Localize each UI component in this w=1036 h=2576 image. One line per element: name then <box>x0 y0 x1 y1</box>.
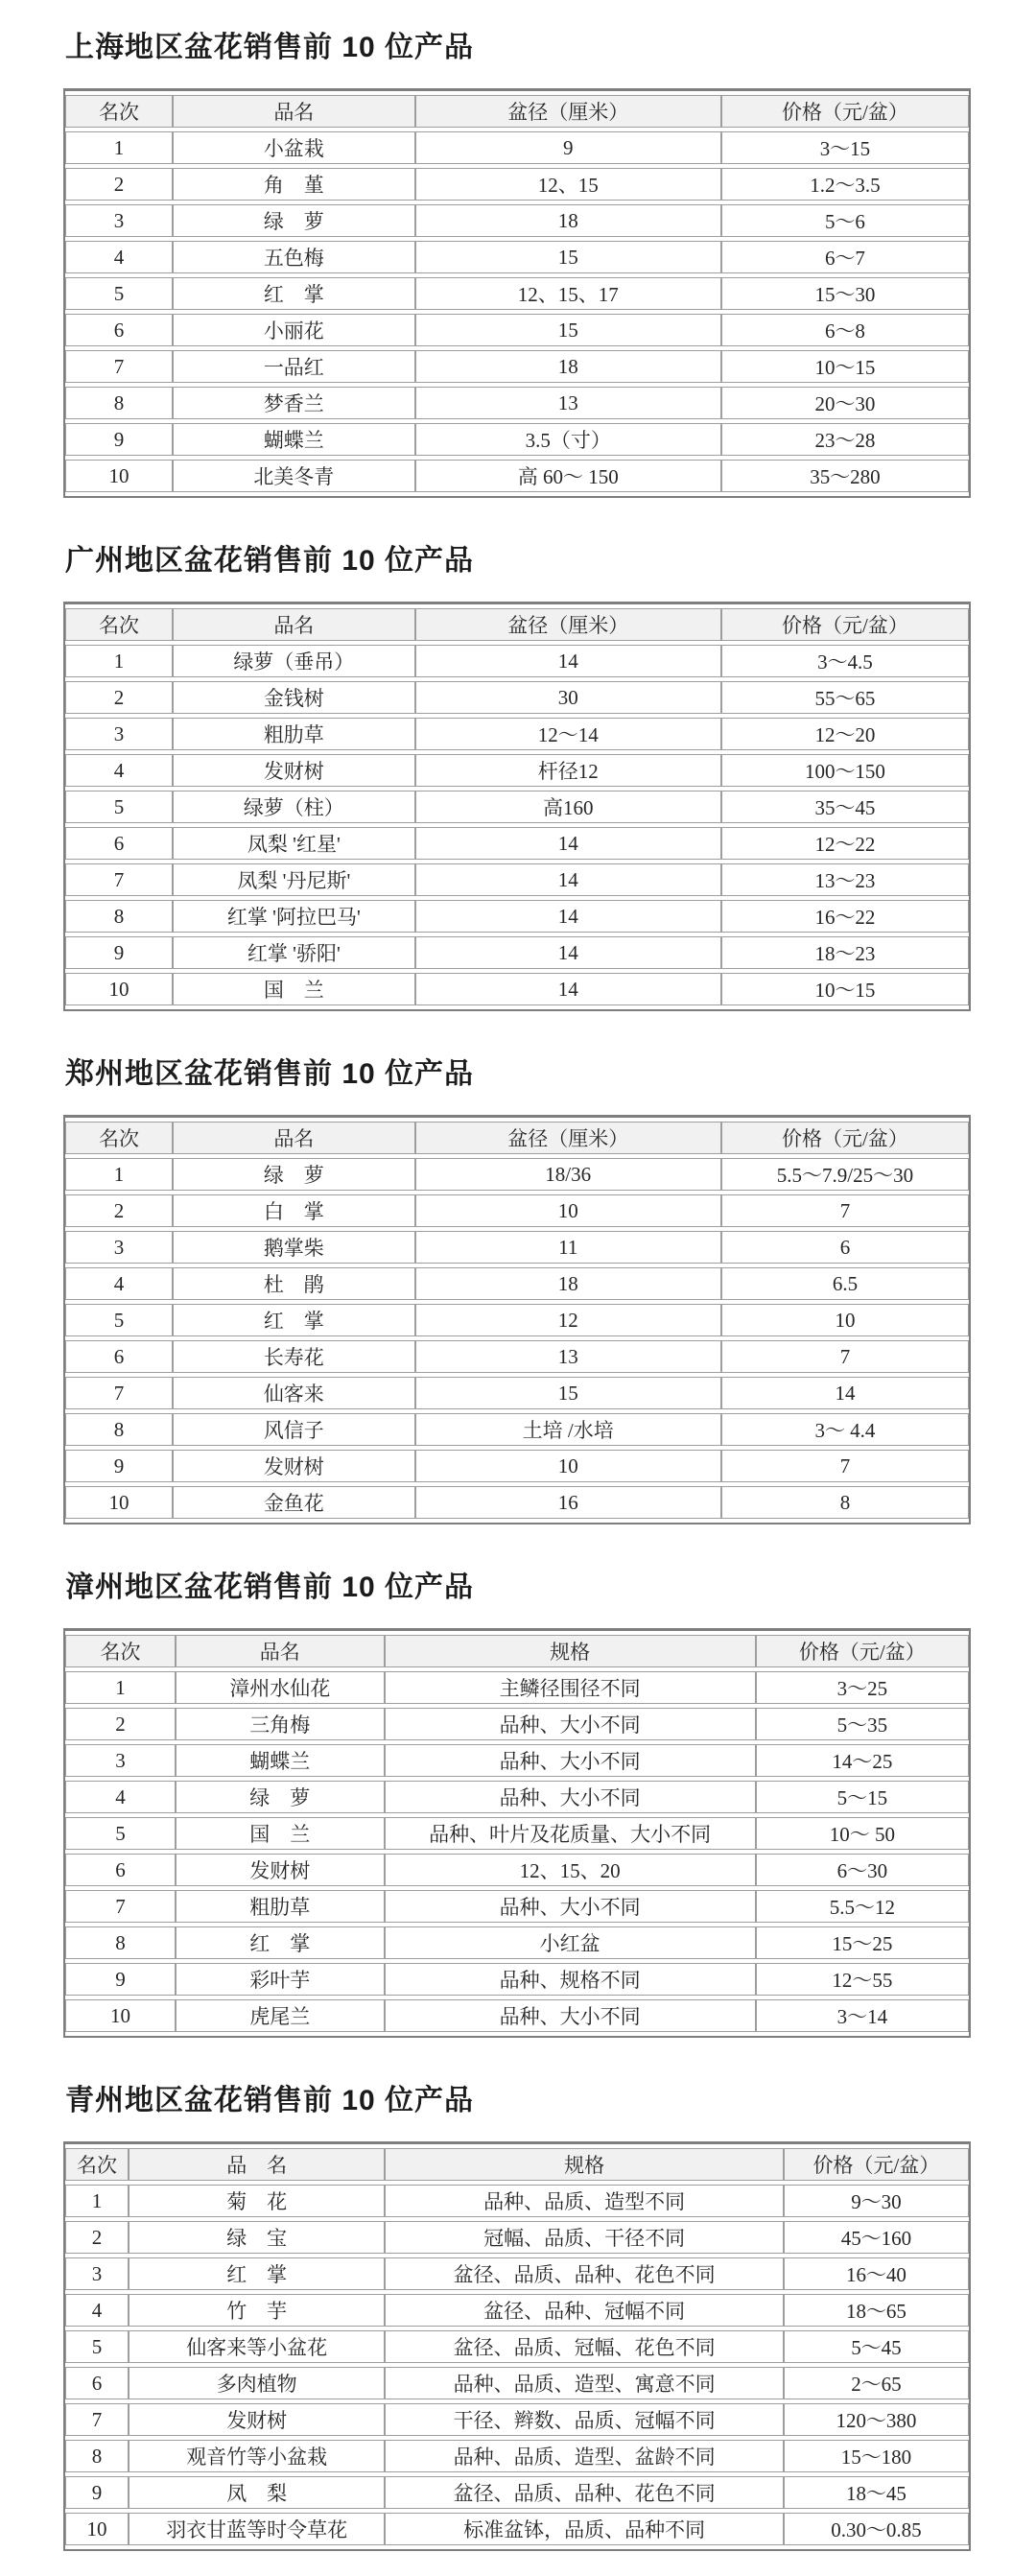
price-cell: 13～23 <box>721 863 969 896</box>
product-name-cell: 三角梅 <box>176 1708 385 1740</box>
product-name-cell: 鹅掌柴 <box>173 1231 414 1264</box>
price-cell: 15～180 <box>784 2440 969 2472</box>
spec-cell: 高 60～ 150 <box>415 460 721 492</box>
rank-cell: 10 <box>65 973 173 1005</box>
table-row <box>65 2185 969 2217</box>
price-cell: 10～ 50 <box>756 1817 969 1850</box>
spec-cell: 品种、品质、造型不同 <box>385 2185 783 2217</box>
product-name-cell: 发财树 <box>129 2403 386 2436</box>
spec-cell: 标准盆钵，品质、品种不同 <box>385 2513 783 2545</box>
column-header: 名次 <box>65 1635 176 1667</box>
product-name-cell: 红掌 '阿拉巴马' <box>173 900 414 933</box>
sales-table <box>63 1628 971 2038</box>
rank-cell: 7 <box>65 863 173 896</box>
spec-cell: 14 <box>415 645 721 677</box>
column-header: 品名 <box>173 608 414 641</box>
product-name-cell: 绿 萝 <box>173 204 414 237</box>
table-row <box>65 1158 969 1191</box>
price-cell: 14～25 <box>756 1744 969 1777</box>
price-cell: 7 <box>721 1450 969 1482</box>
column-header: 盆径（厘米） <box>415 608 721 641</box>
rank-cell: 7 <box>65 1377 173 1409</box>
spec-cell: 盆径、品种、冠幅不同 <box>385 2294 783 2327</box>
table-row <box>65 1194 969 1227</box>
rank-cell: 8 <box>65 900 173 933</box>
table-header-row <box>65 1122 969 1154</box>
table-row <box>65 791 969 823</box>
product-name-cell: 红 掌 <box>129 2257 386 2290</box>
product-name-cell: 金鱼花 <box>173 1486 414 1519</box>
table-row <box>65 168 969 201</box>
column-header: 品名 <box>173 1122 414 1154</box>
rank-cell: 1 <box>65 2185 129 2217</box>
price-cell: 6～7 <box>721 241 969 273</box>
spec-cell: 18 <box>415 1267 721 1300</box>
table-row <box>65 1999 969 2032</box>
table-row <box>65 1450 969 1482</box>
column-header: 品名 <box>173 95 414 128</box>
spec-cell: 品种、大小不同 <box>385 1744 756 1777</box>
price-cell: 9～30 <box>784 2185 969 2217</box>
table-row <box>65 131 969 164</box>
section-title: 郑州地区盆花销售前 10 位产品 <box>65 1058 475 1090</box>
spec-cell: 品种、品质、造型、寓意不同 <box>385 2367 783 2399</box>
price-cell: 5.5～12 <box>756 1890 969 1923</box>
table-row <box>65 936 969 969</box>
spec-cell: 13 <box>415 1340 721 1373</box>
table-header-row <box>65 1635 969 1667</box>
product-name-cell: 红掌 '骄阳' <box>173 936 414 969</box>
price-cell: 3～25 <box>756 1671 969 1704</box>
product-name-cell: 发财树 <box>173 754 414 787</box>
product-name-cell: 一品红 <box>173 350 414 383</box>
sales-table <box>63 2141 971 2551</box>
price-cell: 5～45 <box>784 2330 969 2363</box>
table-row <box>65 2330 969 2363</box>
rank-cell: 5 <box>65 1304 173 1336</box>
product-name-cell: 发财树 <box>173 1450 414 1482</box>
spec-cell: 品种、大小不同 <box>385 1890 756 1923</box>
rank-cell: 7 <box>65 1890 176 1923</box>
column-header: 名次 <box>65 95 173 128</box>
region-table-section <box>63 536 973 1011</box>
rank-cell: 9 <box>65 936 173 969</box>
price-cell: 55～65 <box>721 681 969 714</box>
price-cell: 3～ 4.4 <box>721 1413 969 1446</box>
price-cell: 120～380 <box>784 2403 969 2436</box>
sales-table <box>63 88 971 498</box>
spec-cell: 12、15 <box>415 168 721 201</box>
product-name-cell: 观音竹等小盆栽 <box>129 2440 386 2472</box>
rank-cell: 6 <box>65 314 173 346</box>
table-row <box>65 241 969 273</box>
column-header: 名次 <box>65 1122 173 1154</box>
table-row <box>65 1340 969 1373</box>
table-header-row <box>65 608 969 641</box>
table-row <box>65 1708 969 1740</box>
price-cell: 3～4.5 <box>721 645 969 677</box>
price-cell: 2～65 <box>784 2367 969 2399</box>
region-table-section <box>63 1563 973 2038</box>
product-name-cell: 角 堇 <box>173 168 414 201</box>
column-header: 品 名 <box>129 2148 386 2181</box>
rank-cell: 3 <box>65 2257 129 2290</box>
price-cell: 35～45 <box>721 791 969 823</box>
product-name-cell: 五色梅 <box>173 241 414 273</box>
table-row <box>65 1926 969 1959</box>
rank-cell: 8 <box>65 387 173 419</box>
table-row <box>65 900 969 933</box>
spec-cell: 品种、规格不同 <box>385 1963 756 1996</box>
price-cell: 6 <box>721 1231 969 1264</box>
rank-cell: 9 <box>65 2476 129 2509</box>
spec-cell: 12 <box>415 1304 721 1336</box>
price-cell: 8 <box>721 1486 969 1519</box>
rank-cell: 5 <box>65 277 173 310</box>
table-row <box>65 1890 969 1923</box>
spec-cell: 10 <box>415 1194 721 1227</box>
rank-cell: 2 <box>65 1708 176 1740</box>
table-row <box>65 1304 969 1336</box>
spec-cell: 30 <box>415 681 721 714</box>
spec-cell: 盆径、品质、品种、花色不同 <box>385 2257 783 2290</box>
price-cell: 7 <box>721 1194 969 1227</box>
region-table-section <box>63 23 973 498</box>
table-row <box>65 2513 969 2545</box>
spec-cell: 9 <box>415 131 721 164</box>
table-row <box>65 1854 969 1886</box>
spec-cell: 14 <box>415 863 721 896</box>
rank-cell: 7 <box>65 2403 129 2436</box>
table-row <box>65 314 969 346</box>
price-cell: 5～15 <box>756 1781 969 1813</box>
rank-cell: 5 <box>65 1817 176 1850</box>
spec-cell: 18 <box>415 204 721 237</box>
spec-cell: 土培 /水培 <box>415 1413 721 1446</box>
spec-cell: 15 <box>415 241 721 273</box>
spec-cell: 14 <box>415 900 721 933</box>
table-row <box>65 1267 969 1300</box>
rank-cell: 5 <box>65 791 173 823</box>
spec-cell: 14 <box>415 827 721 860</box>
spec-cell: 18/36 <box>415 1158 721 1191</box>
section-title: 上海地区盆花销售前 10 位产品 <box>65 32 475 63</box>
price-cell: 12～22 <box>721 827 969 860</box>
product-name-cell: 风信子 <box>173 1413 414 1446</box>
rank-cell: 8 <box>65 1926 176 1959</box>
column-header: 盆径（厘米） <box>415 95 721 128</box>
table-row <box>65 1413 969 1446</box>
price-cell: 3～14 <box>756 1999 969 2032</box>
spec-cell: 12～14 <box>415 718 721 750</box>
table-row <box>65 423 969 456</box>
price-cell: 18～65 <box>784 2294 969 2327</box>
spec-cell: 3.5（寸） <box>415 423 721 456</box>
product-name-cell: 北美冬青 <box>173 460 414 492</box>
product-name-cell: 粗肋草 <box>176 1890 385 1923</box>
rank-cell: 4 <box>65 241 173 273</box>
column-header: 名次 <box>65 2148 129 2181</box>
rank-cell: 3 <box>65 1744 176 1777</box>
spec-cell: 冠幅、品质、干径不同 <box>385 2221 783 2254</box>
spec-cell: 13 <box>415 387 721 419</box>
price-cell: 6～8 <box>721 314 969 346</box>
product-name-cell: 菊 花 <box>129 2185 386 2217</box>
table-row <box>65 387 969 419</box>
product-name-cell: 小丽花 <box>173 314 414 346</box>
price-cell: 14 <box>721 1377 969 1409</box>
table-row <box>65 1781 969 1813</box>
spec-cell: 14 <box>415 973 721 1005</box>
column-header: 品名 <box>176 1635 385 1667</box>
price-cell: 18～23 <box>721 936 969 969</box>
price-cell: 3～15 <box>721 131 969 164</box>
product-name-cell: 凤 梨 <box>129 2476 386 2509</box>
column-header: 规格 <box>385 1635 756 1667</box>
table-row <box>65 754 969 787</box>
price-cell: 6.5 <box>721 1267 969 1300</box>
spec-cell: 品种、大小不同 <box>385 1781 756 1813</box>
product-name-cell: 蝴蝶兰 <box>173 423 414 456</box>
product-name-cell: 国 兰 <box>176 1817 385 1850</box>
table-row <box>65 718 969 750</box>
table-body <box>65 645 969 1005</box>
rank-cell: 6 <box>65 827 173 860</box>
table-row <box>65 2294 969 2327</box>
price-cell: 100～150 <box>721 754 969 787</box>
region-table-section <box>63 2076 973 2551</box>
product-name-cell: 发财树 <box>176 1854 385 1886</box>
rank-cell: 10 <box>65 1999 176 2032</box>
rank-cell: 9 <box>65 1450 173 1482</box>
rank-cell: 5 <box>65 2330 129 2363</box>
price-cell: 16～22 <box>721 900 969 933</box>
rank-cell: 3 <box>65 1231 173 1264</box>
table-row <box>65 2221 969 2254</box>
table-row <box>65 460 969 492</box>
spec-cell: 15 <box>415 314 721 346</box>
section-title: 青州地区盆花销售前 10 位产品 <box>65 2085 475 2116</box>
rank-cell: 8 <box>65 1413 173 1446</box>
price-cell: 16～40 <box>784 2257 969 2290</box>
table-row <box>65 2440 969 2472</box>
table-header-row <box>65 2148 969 2181</box>
rank-cell: 1 <box>65 1158 173 1191</box>
spec-cell: 12、15、20 <box>385 1854 756 1886</box>
rank-cell: 8 <box>65 2440 129 2472</box>
table-row <box>65 827 969 860</box>
rank-cell: 1 <box>65 131 173 164</box>
table-row <box>65 2476 969 2509</box>
spec-cell: 小红盆 <box>385 1926 756 1959</box>
rank-cell: 4 <box>65 1267 173 1300</box>
rank-cell: 6 <box>65 1340 173 1373</box>
spec-cell: 15 <box>415 1377 721 1409</box>
product-name-cell: 绿萝（柱） <box>173 791 414 823</box>
product-name-cell: 绿 萝 <box>176 1781 385 1813</box>
spec-cell: 杆径12 <box>415 754 721 787</box>
table-body <box>65 131 969 492</box>
price-cell: 12～20 <box>721 718 969 750</box>
product-name-cell: 长寿花 <box>173 1340 414 1373</box>
price-cell: 5～6 <box>721 204 969 237</box>
price-cell: 18～45 <box>784 2476 969 2509</box>
rank-cell: 9 <box>65 423 173 456</box>
table-row <box>65 863 969 896</box>
price-cell: 20～30 <box>721 387 969 419</box>
product-name-cell: 红 掌 <box>173 1304 414 1336</box>
price-cell: 10 <box>721 1304 969 1336</box>
price-cell: 35～280 <box>721 460 969 492</box>
column-header: 名次 <box>65 608 173 641</box>
column-header: 价格（元/盆） <box>721 608 969 641</box>
spec-cell: 品种、叶片及花质量、大小不同 <box>385 1817 756 1850</box>
product-name-cell: 绿 宝 <box>129 2221 386 2254</box>
table-row <box>65 973 969 1005</box>
table-header-row <box>65 95 969 128</box>
price-cell: 5～35 <box>756 1708 969 1740</box>
product-name-cell: 红 掌 <box>176 1926 385 1959</box>
table-row <box>65 1231 969 1264</box>
table-row <box>65 204 969 237</box>
spec-cell: 干径、辫数、品质、冠幅不同 <box>385 2403 783 2436</box>
price-cell: 10～15 <box>721 350 969 383</box>
rank-cell: 4 <box>65 1781 176 1813</box>
column-header: 价格（元/盆） <box>784 2148 969 2181</box>
price-cell: 15～25 <box>756 1926 969 1959</box>
rank-cell: 3 <box>65 718 173 750</box>
table-row <box>65 1671 969 1704</box>
product-name-cell: 小盆栽 <box>173 131 414 164</box>
product-name-cell: 羽衣甘蓝等时令草花 <box>129 2513 386 2545</box>
sales-table <box>63 602 971 1011</box>
sales-table <box>63 1115 971 1524</box>
column-header: 盆径（厘米） <box>415 1122 721 1154</box>
spec-cell: 盆径、品质、品种、花色不同 <box>385 2476 783 2509</box>
spec-cell: 主鳞径围径不同 <box>385 1671 756 1704</box>
rank-cell: 1 <box>65 1671 176 1704</box>
column-header: 价格（元/盆） <box>756 1635 969 1667</box>
table-body <box>65 2185 969 2545</box>
price-cell: 12～55 <box>756 1963 969 1996</box>
rank-cell: 2 <box>65 1194 173 1227</box>
rank-cell: 3 <box>65 204 173 237</box>
product-name-cell: 凤梨 '丹尼斯' <box>173 863 414 896</box>
column-header: 规格 <box>385 2148 783 2181</box>
rank-cell: 1 <box>65 645 173 677</box>
product-name-cell: 红 掌 <box>173 277 414 310</box>
table-row <box>65 2403 969 2436</box>
spec-cell: 品种、品质、造型、盆龄不同 <box>385 2440 783 2472</box>
table-row <box>65 1817 969 1850</box>
spec-cell: 16 <box>415 1486 721 1519</box>
rank-cell: 6 <box>65 1854 176 1886</box>
rank-cell: 2 <box>65 2221 129 2254</box>
table-row <box>65 1744 969 1777</box>
product-name-cell: 彩叶芋 <box>176 1963 385 1996</box>
product-name-cell: 凤梨 '红星' <box>173 827 414 860</box>
price-cell: 7 <box>721 1340 969 1373</box>
product-name-cell: 金钱树 <box>173 681 414 714</box>
table-row <box>65 1377 969 1409</box>
table-row <box>65 2257 969 2290</box>
sections <box>63 23 973 2551</box>
spec-cell: 12、15、17 <box>415 277 721 310</box>
rank-cell: 9 <box>65 1963 176 1996</box>
price-cell: 23～28 <box>721 423 969 456</box>
table-row <box>65 277 969 310</box>
product-name-cell: 虎尾兰 <box>176 1999 385 2032</box>
product-name-cell: 绿 萝 <box>173 1158 414 1191</box>
rank-cell: 10 <box>65 460 173 492</box>
product-name-cell: 杜 鹃 <box>173 1267 414 1300</box>
product-name-cell: 蝴蝶兰 <box>176 1744 385 1777</box>
price-cell: 15～30 <box>721 277 969 310</box>
spec-cell: 10 <box>415 1450 721 1482</box>
rank-cell: 6 <box>65 2367 129 2399</box>
section-title: 广州地区盆花销售前 10 位产品 <box>65 545 475 577</box>
section-title: 漳州地区盆花销售前 10 位产品 <box>65 1572 475 1603</box>
product-name-cell: 粗肋草 <box>173 718 414 750</box>
table-row <box>65 2367 969 2399</box>
product-name-cell: 多肉植物 <box>129 2367 386 2399</box>
rank-cell: 10 <box>65 2513 129 2545</box>
table-row <box>65 645 969 677</box>
rank-cell: 4 <box>65 2294 129 2327</box>
region-table-section <box>63 1050 973 1524</box>
product-name-cell: 仙客来等小盆花 <box>129 2330 386 2363</box>
product-name-cell: 仙客来 <box>173 1377 414 1409</box>
spec-cell: 品种、大小不同 <box>385 1999 756 2032</box>
product-name-cell: 白 掌 <box>173 1194 414 1227</box>
spec-cell: 盆径、品质、冠幅、花色不同 <box>385 2330 783 2363</box>
table-row <box>65 1486 969 1519</box>
table-row <box>65 681 969 714</box>
price-cell: 1.2～3.5 <box>721 168 969 201</box>
product-name-cell: 绿萝（垂吊） <box>173 645 414 677</box>
spec-cell: 11 <box>415 1231 721 1264</box>
rank-cell: 10 <box>65 1486 173 1519</box>
column-header: 价格（元/盆） <box>721 1122 969 1154</box>
product-name-cell: 梦香兰 <box>173 387 414 419</box>
table-body <box>65 1671 969 2032</box>
price-cell: 0.30～0.85 <box>784 2513 969 2545</box>
rank-cell: 7 <box>65 350 173 383</box>
product-name-cell: 漳州水仙花 <box>176 1671 385 1704</box>
product-name-cell: 竹 芋 <box>129 2294 386 2327</box>
table-body <box>65 1158 969 1519</box>
rank-cell: 2 <box>65 168 173 201</box>
spec-cell: 18 <box>415 350 721 383</box>
product-name-cell: 国 兰 <box>173 973 414 1005</box>
spec-cell: 14 <box>415 936 721 969</box>
spec-cell: 品种、大小不同 <box>385 1708 756 1740</box>
price-cell: 5.5～7.9/25～30 <box>721 1158 969 1191</box>
price-cell: 6～30 <box>756 1854 969 1886</box>
rank-cell: 2 <box>65 681 173 714</box>
price-cell: 10～15 <box>721 973 969 1005</box>
price-cell: 45～160 <box>784 2221 969 2254</box>
rank-cell: 4 <box>65 754 173 787</box>
table-row <box>65 350 969 383</box>
table-row <box>65 1963 969 1996</box>
column-header: 价格（元/盆） <box>721 95 969 128</box>
spec-cell: 高160 <box>415 791 721 823</box>
